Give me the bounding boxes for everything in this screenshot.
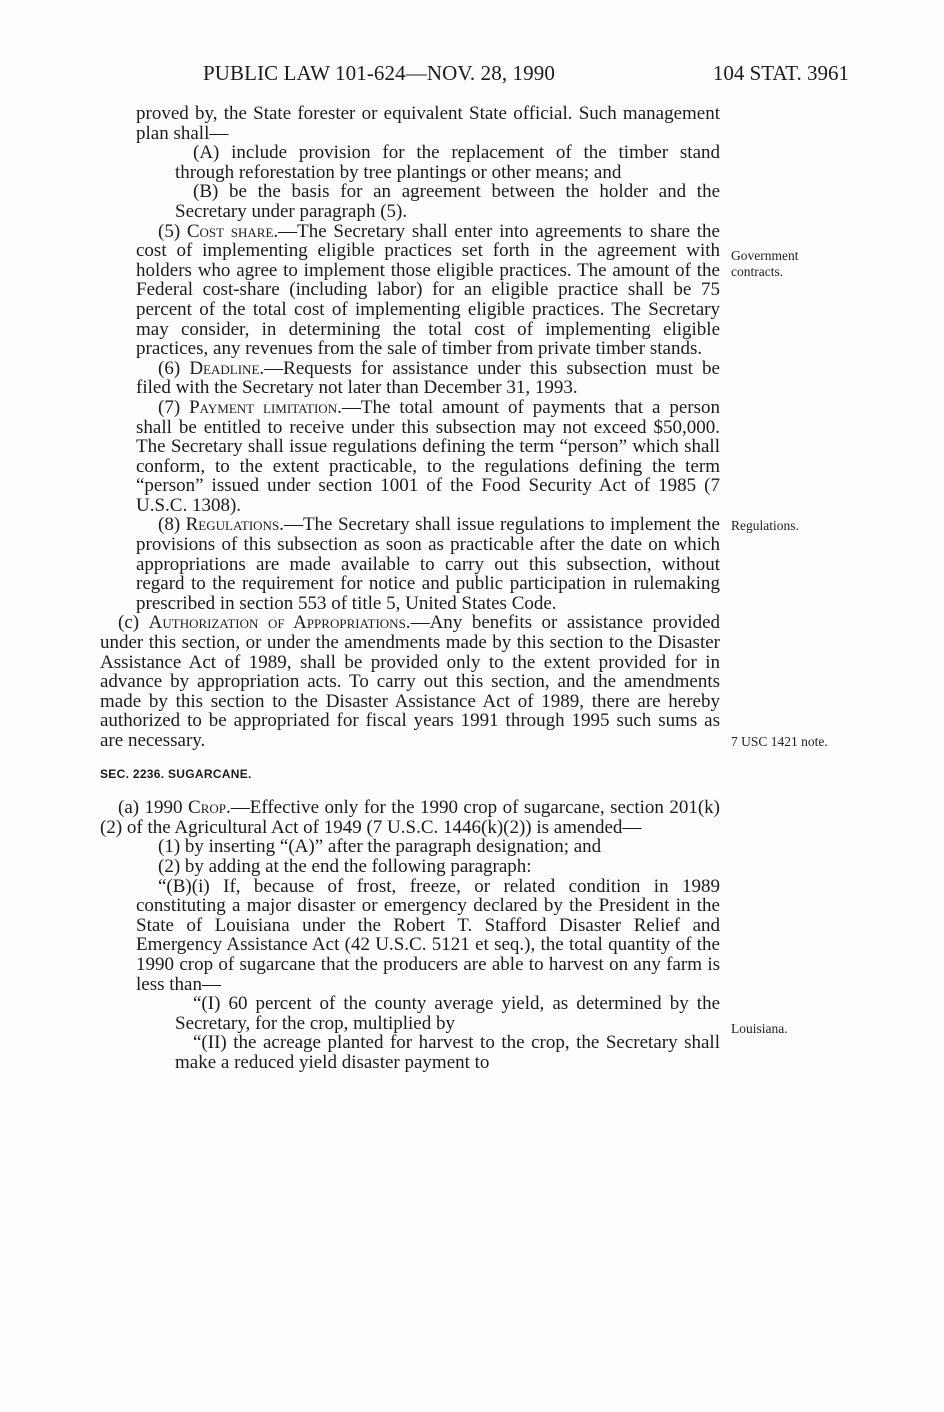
paragraph-5-cost-share xyxy=(100,222,720,359)
margin-note-government-contracts: Government contracts. xyxy=(731,248,799,279)
subsection-heading: Crop. xyxy=(188,797,231,819)
amendment-item-1: (1) by inserting “(A)” after the paragraph designation; and xyxy=(158,836,602,858)
subsection-a-1990-crop xyxy=(100,798,720,837)
subclause-i: “(I) 60 percent of the county average yield, as determined by the Secretary, for the crop, multiplied by xyxy=(175,993,720,1034)
margin-note-louisiana: Louisiana. xyxy=(731,1021,788,1036)
section-heading-2236: SEC. 2236. SUGARCANE. xyxy=(100,766,252,781)
clause-b-i: “(B)(i) If, because of frost, freeze, or related condition in 1989 constituting a major disaster or emergency declared by the President in the State of Louisiana under the Robert T. Stafford Disaster Relief and Emergency Assistance Act (42 U.S.C. 5121 et seq.), the total quantity of the 1990 crop of sugarcane that the producers are able to harvest on any farm is less than— xyxy=(136,875,720,995)
paragraph-number: (7) xyxy=(158,396,181,418)
paragraph-text: —Requests for assistance under this subsection must be filed with the Secretary not later than December 31, 1993. xyxy=(136,357,720,399)
paragraph-heading: Deadline. xyxy=(189,357,265,379)
subsection-text: —Any benefits or assistance provided under this section, or under the amendments made by this section to the Disaster Assistance Act of 1989, shall be provided only to the extent provided for in advance by appropriation acts. To carry out this section, and the amendments made by this section to the Disaster Assistance Act of 1989, there are hereby authorized to be appropriated for fiscal years 1991 through 1995 such sums as are necessary. xyxy=(100,612,720,751)
paragraph-text: —The total amount of payments that a person shall be entitled to receive under this subsection may not exceed $50,000. The Secretary shall issue regulations defining the term “person” which shall conform, to the extent practicable, to the regulations defining the term “person” issued under section 1001 of the Food Security Act of 1985 (7 U.S.C. 1308). xyxy=(136,396,721,516)
subparagraph-b: (B) be the basis for an agreement between the holder and the Secretary under paragraph (5). xyxy=(175,181,720,222)
paragraph-6-deadline xyxy=(100,359,720,398)
paragraph-8-regulations xyxy=(100,515,720,613)
page-number-stat: 104 STAT. 3961 xyxy=(712,61,849,85)
amendment-item-2: (2) by adding at the end the following paragraph: xyxy=(158,855,532,877)
margin-note-regulations: Regulations. xyxy=(731,518,799,533)
subclause-ii: “(II) the acreage planted for harvest to the crop, the Secretary shall make a reduced yield disaster payment to xyxy=(175,1032,720,1073)
paragraph-number: (5) xyxy=(158,220,181,242)
body-text xyxy=(100,104,720,1073)
subsection-text: —Effective only for the 1990 crop of sugarcane, section 201(k)(2) of the Agricultural Act of 1949 (7 U.S.C. 1446(k)(2)) is amended— xyxy=(100,797,721,838)
paragraph-heading: Cost share. xyxy=(186,220,279,242)
subparagraph-a: (A) include provision for the replacement of the timber stand through reforestation by tree plantings or other means; and xyxy=(175,142,720,183)
paragraph-text: —The Secretary shall issue regulations to implement the provisions of this subsection as soon as practicable after the date on which appropriations are made available to carry out this subsection, without regard to the requirement for notice and public participation in rulemaking prescribed in section 553 of title 5, United States Code. xyxy=(136,514,720,614)
paragraph-heading: Payment limitation. xyxy=(189,396,342,418)
subsection-number: (a) 1990 xyxy=(118,797,183,819)
running-header-title: PUBLIC LAW 101-624—NOV. 28, 1990 xyxy=(203,61,555,85)
paragraph-text: —The Secretary shall enter into agreements to share the cost of implementing eligible practices set forth in the agreement with holders who agree to implement those eligible practices. The amount of the Federal cost-share (including labor) for an eligible practice shall be 75 percent of the total cost of implementing eligible practices. The Secretary may consider, in determining the total cost of implementing eligible practices, any revenues from the sale of timber from private timber stands. xyxy=(136,220,720,360)
paragraph-number: (8) xyxy=(158,514,181,536)
paragraph-heading: Regulations. xyxy=(185,514,284,536)
subsection-heading: Authorization of Appropriations. xyxy=(148,612,411,634)
margin-note-usc: 7 USC 1421 note. xyxy=(731,734,828,749)
paragraph-number: (6) xyxy=(158,357,181,379)
subsection-c-authorization xyxy=(100,613,720,750)
subsection-number: (c) xyxy=(118,612,140,634)
paragraph-7-payment-limitation xyxy=(100,398,720,516)
paragraph-management-plan: proved by, the State forester or equivalent State official. Such management plan shall— xyxy=(136,103,720,144)
